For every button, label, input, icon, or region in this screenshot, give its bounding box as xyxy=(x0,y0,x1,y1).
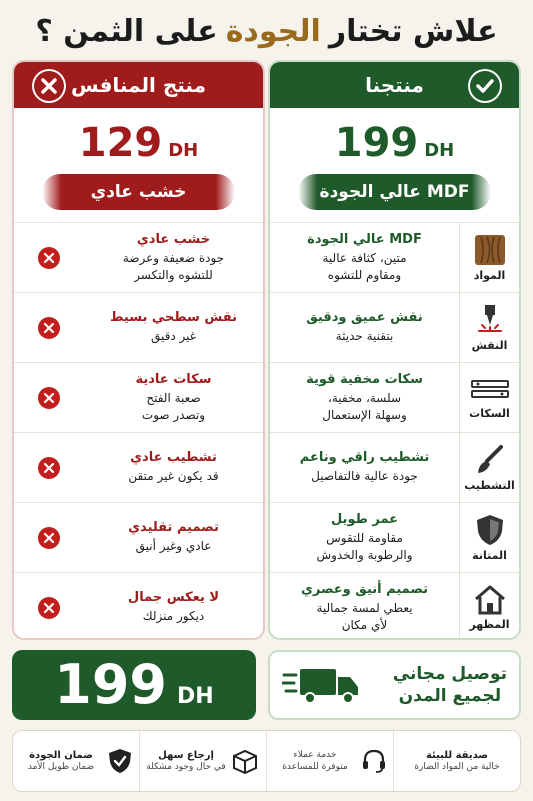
row-desc-1: بتقنية حديثة xyxy=(335,329,394,343)
competitor-price-value: 129 xyxy=(78,120,163,166)
competitor-price-currency: DH xyxy=(168,140,199,161)
page-title xyxy=(0,8,533,54)
benefit-desc: ضمان طويل الأمد xyxy=(27,761,95,772)
row-desc-1: جودة عالية فالتفاصيل xyxy=(311,469,418,483)
drawer-slide-icon xyxy=(470,375,510,405)
row-heading: عمر طويل xyxy=(330,511,399,527)
benefit-heading: ضمان الجودة xyxy=(29,749,93,761)
row-label: المظهر xyxy=(469,618,510,631)
quality-shield-icon xyxy=(107,747,133,775)
row-label: المواد xyxy=(473,269,506,282)
wood-texture-icon xyxy=(473,233,507,267)
competitor-row xyxy=(14,292,263,362)
shield-icon xyxy=(474,513,506,547)
benefit-returns xyxy=(139,731,266,791)
benefit-desc: متوفرة للمساعدة xyxy=(282,762,348,772)
x-mark-icon xyxy=(38,317,60,339)
row-heading: تصميم تقليدي xyxy=(128,520,219,535)
row-desc-1: غير دقيق xyxy=(150,329,197,343)
our-price-currency: DH xyxy=(424,140,455,161)
engraving-icon xyxy=(473,303,507,337)
paint-brush-icon xyxy=(473,443,507,477)
x-mark-icon xyxy=(38,247,60,269)
our-feature-rows xyxy=(270,222,519,640)
benefit-desc: خالية من المواد الضارة xyxy=(414,761,500,772)
row-desc-2: للتشوه والتكسر xyxy=(134,267,213,282)
our-row-appearance xyxy=(270,572,519,640)
benefit-desc: في حال وجود مشكلة xyxy=(146,761,226,772)
our-product-column xyxy=(268,60,521,640)
our-price xyxy=(270,108,519,174)
free-delivery-box xyxy=(268,650,521,720)
competitor-header xyxy=(14,62,263,108)
row-label: التشطيب xyxy=(464,479,515,492)
row-heading: خشب عادي xyxy=(136,231,211,247)
benefit-heading: خدمة عملاء xyxy=(293,750,337,760)
our-row-slides xyxy=(270,362,519,432)
row-desc-1: يعطي لمسة جمالية xyxy=(316,600,413,615)
row-desc-2: ومقاوم للتشوه xyxy=(327,267,402,282)
title-part3: على الثمن ؟ xyxy=(35,13,218,49)
final-price-value: 199 xyxy=(54,653,168,716)
competitor-price xyxy=(14,108,263,174)
check-icon xyxy=(468,69,502,103)
competitor-row xyxy=(14,432,263,502)
benefit-heading: إرجاع سهل xyxy=(158,749,214,761)
row-heading: MDF عالي الجودة xyxy=(307,231,422,247)
final-price-box xyxy=(12,650,256,720)
competitor-row xyxy=(14,362,263,432)
competitor-row xyxy=(14,572,263,640)
competitor-title: منتج المنافس xyxy=(71,73,206,97)
row-heading: تصميم أنيق وعصري xyxy=(300,581,429,597)
return-box-icon xyxy=(230,748,260,774)
title-part1: علاش تختار xyxy=(328,13,498,49)
our-price-value: 199 xyxy=(334,120,419,166)
benefits-strip xyxy=(12,730,521,792)
row-desc-2: والرطوبة والخدوش xyxy=(316,547,413,562)
benefit-heading: صديقة للبيئة xyxy=(425,749,489,761)
row-desc-2: وتصدر صوت xyxy=(141,407,206,422)
x-mark-icon xyxy=(38,597,60,619)
row-desc-1: ديكور منزلك xyxy=(142,609,205,623)
row-desc-1: جودة ضعيفة وعرضة xyxy=(122,250,225,265)
row-desc-1: صعبة الفتح xyxy=(146,390,201,405)
benefit-support xyxy=(266,731,393,791)
row-desc-2: لأي مكان xyxy=(341,617,388,632)
delivery-truck-icon xyxy=(282,663,362,707)
benefit-quality xyxy=(13,731,139,791)
row-desc-1: متين، كثافة عالية xyxy=(322,250,407,265)
row-heading: نقش سطحي بسيط xyxy=(110,310,237,325)
competitor-row xyxy=(14,502,263,572)
row-label: السكات xyxy=(469,407,510,420)
our-row-finish xyxy=(270,432,519,502)
row-heading: نقش عميق ودقيق xyxy=(306,310,423,325)
competitor-column xyxy=(12,60,265,640)
delivery-line-2: لجميع المدن xyxy=(398,686,502,706)
competitor-material-ribbon: خشب عادي xyxy=(42,174,235,210)
row-label: المتانة xyxy=(472,549,507,562)
row-heading: سكات مخفية قوية xyxy=(306,371,423,387)
row-label: النقش xyxy=(471,339,508,352)
row-heading: تشطيب عادي xyxy=(130,450,217,465)
headset-icon xyxy=(361,748,387,774)
row-desc-2: وسهلة الإستعمال xyxy=(322,407,407,422)
row-desc-1: سلسة، مخفية، xyxy=(327,390,402,405)
row-desc-1: عادي وغير أنيق xyxy=(135,539,212,553)
row-heading: سكات عادية xyxy=(135,371,212,387)
x-mark-icon xyxy=(38,527,60,549)
x-mark-icon xyxy=(38,387,60,409)
competitor-feature-rows xyxy=(14,222,263,640)
our-row-durability xyxy=(270,502,519,572)
our-material-ribbon: MDF عالي الجودة xyxy=(298,174,491,210)
our-row-materials xyxy=(270,222,519,292)
row-desc-1: قد يكون غير متقن xyxy=(128,469,219,483)
competitor-row xyxy=(14,222,263,292)
row-heading: تشطيب راقي وناعم xyxy=(299,450,430,465)
our-product-title: منتجنا xyxy=(365,73,424,97)
our-product-header xyxy=(270,62,519,108)
row-desc-1: مقاومة للتقوس xyxy=(326,530,403,545)
x-mark-icon xyxy=(38,457,60,479)
cross-icon xyxy=(32,69,66,103)
final-price-currency: DH xyxy=(177,684,214,709)
row-heading: لا يعكس جمال xyxy=(127,590,220,605)
our-row-engraving xyxy=(270,292,519,362)
delivery-line-1: توصيل مجاني xyxy=(392,664,507,684)
house-icon xyxy=(473,584,507,616)
title-part2: الجودة xyxy=(225,13,321,49)
benefit-eco xyxy=(393,731,520,791)
